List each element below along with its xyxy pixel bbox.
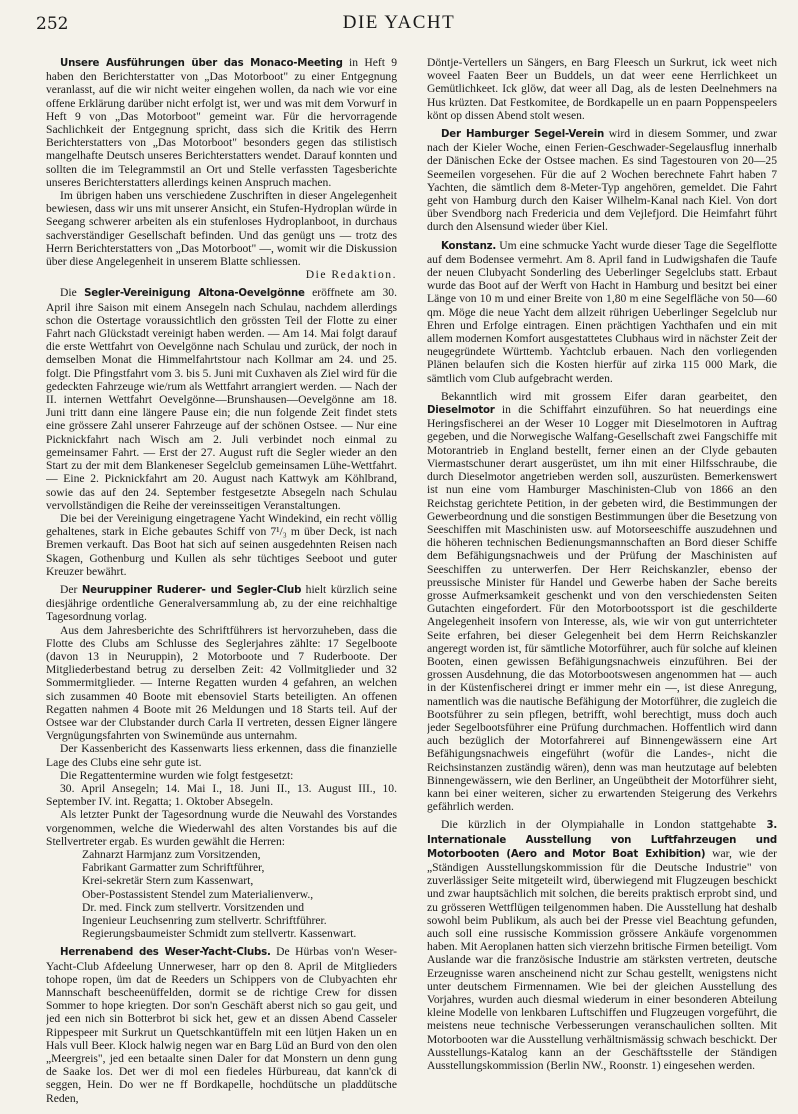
paragraph: Der Kassenbericht des Kassenwarts liess erkennen, dass die finanzielle Lage des Clubs eine sehr gute ist. xyxy=(46,742,397,769)
article-neuruppin xyxy=(46,583,397,624)
article-konstanz xyxy=(427,239,777,385)
article-weser-yacht-club xyxy=(46,945,397,1104)
article-london-exhibition xyxy=(427,818,777,1072)
article-hamburger-segel-verein xyxy=(427,127,777,234)
list-item: Krei-sekretär Stern zum Kassenwart, xyxy=(82,874,254,888)
article-prefix: Der xyxy=(60,582,82,596)
article-heading: 3. Internationale Ausstellung von Luftfahrzeugen und Motorbooten (Aero and Motor Boat Exhibition) xyxy=(427,820,777,860)
page-number: 252 xyxy=(36,14,69,34)
article-monaco-meeting xyxy=(46,56,397,189)
running-title: DIE YACHT xyxy=(342,12,456,33)
article-dieselmotor xyxy=(427,390,777,814)
article-prefix: Die kürzlich in der Olympiahalle in London stattgehabte xyxy=(441,818,767,832)
article-body: eröffnete am 30. April ihre Saison mit einem Ansegeln nach Schulau, nachdem allerdings schon die Ostertage voraussichtlich den grössten Teil der Flotte zu einer Fahrt nach Glückstadt vereinigt haben werden. — Am 14. Mai folgt darauf die erste Wettfahrt von Oevelgönne nach Schulau und zurück, der noch in demselben Monat die Himmelfahrtstour nach Kollmar am 24. und 25. folgt. Die Pfingstfahrt vom 3. bis 5. Juni mit Cuxhaven als Ziel wird für die gedeckten Fahrzeuge wie/rum als Wettfahrt arrangiert werden. — Nach der II. internen Wettfahrt Oevelgönne—Brunshausen—Oevelgönne am 18. Juni tritt dann eine längere Pause ein; die nun folgende Zeit findet stets eine grössere Zahl unserer Fahrzeuge auf der schönen Ostsee. — Nur eine Picknickfahrt nach Wisch am 2. Juli verbindet noch einmal zu gemeinsamer Fahrt. — Erst der 27. August ruft die Segler wieder an den Start zu der mit dem Blankeneser Segelclub gemeinsamen Lühe-Wettfahrt. — Eine 2. Picknickfahrt am 20. August nach Kattwyk am Köhlbrand, sowie das auf den 24. September festgesetzte Absegeln nach Schulau vervollständigen die Reihe der vereinsseitigen Veranstaltungen. xyxy=(46,286,397,512)
board-list xyxy=(46,848,397,940)
paragraph: Im übrigen haben uns verschiedene Zuschriften in dieser Angelegenheit bewiesen, dass wir uns mit unserer Ansicht, ein Stufen-Hydroplan würde in Seegang schwerer arbeiten als ein stufenloses Hydroplanboot, in durchaus sachverständiger Gesellschaft befinden. Und das genügt uns — trotz des Herrn Berichterstatters von „Das Motorboot" —, womit wir die Diskussion über diese Angelegenheit in unserem Blatte schliessen. xyxy=(46,189,397,269)
article-body: Um eine schmucke Yacht wurde dieser Tage die Segelflotte auf dem Bodensee vermehrt. Am 8. April fand in Ludwigshafen die Taufe der neuen Clubyacht Sonderling des Ueberlinger Segelclubs statt. Erbaut wurde das Boot auf der Werft von Hacht in Hamburg und besitzt bei einer Länge von 10 m und einer Breite von 1,80 m eine Segelfläche von 50—60 qm. Möge die neue Yacht dem allzeit rührigen Ueberlinger Segelclub nur Ehren und Erfolge eintragen. Einen prächtigen Yachthafen und ein mit allem modernen Komfort ausgestattetes Clubhaus wird in nächster Zeit der neugegründete Württemb. Yachtclub erbauen. Nach den vorliegenden Plänen belaufen sich die Kosten hierfür auf zirka 115 000 Mark, die sämtlich vom Club aufgebracht werden. xyxy=(427,238,777,385)
article-body: war, wie der „Ständigen Ausstellungskommission für die Deutsche Industrie" von zuverlässiger Seite mitgeteilt wird, überwiegend mit Flugzeugen beschickt und zwar hauptsächlich mit solchen, die bereits praktisch erprobt sind, und zu grösseren Wettflügen teilgenommen haben. Die Ausstellung hat deshalb sowohl beim Publikum, als auch bei der Presse viel Beachtung gefunden, auch soll eine russische Kommission grössere Ankäufe vorgenommen haben. Mit Aeroplanen hatten sich vierzehn britische Firmen beteiligt. Vom Auslande war die französische Industrie am stärksten vertreten, deutsche Erzeugnisse waren anscheinend nicht zur Schau gestellt, wenigstens nicht unter deutschem Firmennamen. Wie bei der gleichen Ausstellung des Vorjahres, wurden auch diesmal wiederum in einer besonderen Abteilung kleine Modelle von lenkbaren Luftschiffen und Flugzeugen vorgeführt, die meistens neue technische Verbesserungen veranschaulichen sollten. Mit Motorbooten war die Ausstellung verhältnismässig schwach beschickt. Der Ausstellungs-Katalog kann an der Geschäftsstelle der Ständigen Ausstellungskommission (Berlin NW., Roonstr. 1) eingesehen werden. xyxy=(427,846,777,1073)
list-item: Fabrikant Garmatter zum Schriftführer, xyxy=(82,861,265,875)
article-heading: Unsere Ausführungen über das Monaco-Meeting xyxy=(60,58,343,69)
article-prefix: Die xyxy=(60,286,85,300)
right-column xyxy=(427,56,777,1106)
article-body: hielt kürzlich seine diesjährige ordentliche Generalversammlung ab, zu der eine reichhaltige Tagesordnung vorlag. xyxy=(46,582,397,624)
paragraph: Die bei der Vereinigung eingetragene Yacht Windekind, ein recht völlig gehaltenes, stark in Eiche gebautes Schiff von 7¹/₃ m über Deck, ist nach Bremen verkauft. Das Boot hat sich auf seinen ausgedehnten Reisen nach Skagen, Gothenburg und Kullen als sehr tüchtiges Seeboot und guter Kreuzer bewährt. xyxy=(46,511,397,578)
list-item: Ober-Postassistent Stendel zum Materialienverw., xyxy=(82,887,314,901)
article-body: De Hürbas von'n Weser-Yacht-Club Afdeelung Unnerweser, harr op den 8. April de Mitglieders tohope ropen, üm dat de Reeders un Schippers von de Clubyachten ehr Mannschaft bescheenüffelden, dormit se de richtige Crew for dissen Sommer to hope kriegten. Dor son'n Geschäft aberst nich so gau geit, und jed een nich sin Botterbrot bi sick het, gew et an dissen Abend Casseler Rippespeer mit Surkrut un Quetschkantüffeln mit een lütjen Haken un en Hals vull Beer. Klock halwig negen war en Barg Lüd an Burd von den olen „Meergreis", jed een betaalte sinen Daler for dat Monstern un denn gung de Saake los. Det wer di mol een fiedeles Hürbureau, dat kann'ck di seggen, Hein. Do wer ne ff Bordkapelle, hochdütsche un pladdütsche Reden, xyxy=(46,945,397,1105)
article-body: in Heft 9 haben den Berichterstatter von „Das Motorboot" zu einer Entgegnung veranlasst, auf die wir nicht weiter eingehen wollen, da nach wie vor eine offene Erklärung darüber nicht erfolgt ist, wer und was mit dem Vorwurf in Heft 9 von „Das Motorboot" gemeint war. Für die hervorragende Sachlichkeit der Entgegnung spricht, dass sich die Kritik des Herrn Berichterstatters von „Das Motorboot" besonders gegen das stilistisch mangelhafte Deutsch unseres Berichterstatters wendet. Darauf konnten und sollten die im Telegrammstil an Ort und Stelle verfassten Tagesberichte unseres Berichterstatters allerdings keinen Anspruch machen. xyxy=(46,56,397,189)
paragraph: Döntje-Vertellers un Sängers, en Barg Fleesch un Surkrut, ick weet nich woveel Faaten Beer un Buddels, un dat weer eene Herrlichkeet un Gemütlichkeet. Ick glöw, dat weer all Dag, als de lesten Deelnehmers na Hus krüzten. Dat Festkomitee, de Bordkapelle un en paarn Poppenspeelers könt op dissen Abend stolt wesen. xyxy=(427,56,777,122)
list-item: Regierungsbaumeister Schmidt zum stellvertr. Kassenwart. xyxy=(82,927,357,941)
left-column xyxy=(46,56,397,1106)
article-heading: Segler-Vereinigung Altona-Oevelgönne xyxy=(84,288,305,300)
article-body: in die Schiffahrt einzuführen. So hat neuerdings eine Heringsfischerei an der Weser 10 Logger mit Dieselmotoren in Auftrag gegeben, und die Norwegische Walfang-Gesellschaft zwei Fangschiffe mit Motorantrieb in England bestellt, ferner einen an der Clyde gebauten Viermastschuner derart ausgerüstet, um ihn mit einer Hilfsschraube, die durch Dieselmotor angetrieben werden soll, auszurüsten. Bemerkenswert ist nun eine vom Hamburger Maschinisten-Club von 1866 an den Reichstag gerichtete Petition, in der gebeten wird, die Bestimmungen der Gewerbeordnung und die sonstigen Bestimmungen über die Besetzung von Seeschiffen mit Maschinisten usw. auf Motorseeschiffe auszudehnen und die höheren technischen Bedienungsmannschaften an Bord dieser Schiffe dem Befähigungsnachweis und der Prüfung der Maschinisten auf Seeschiffen zu unterwerfen. Der Herr Reichskanzler, ebenso der preussische Minister für Handel und Gewerbe haben der Sache bereits grosse Aufmerksamkeit geschenkt und von den verschiedensten Seiten Gutachten eingefordert. Für den Motorbootssport ist die geschilderte Angelegenheit insofern von Interesse, als, wie wir von gut unterrichteter Seite erfahren, bei dieser Gelegenheit bei dem Herrn Reichskanzler angeregt worden ist, für sämtliche Motorführer, auch für solche auf kleinen Booten, einen gewissen Befähigungsnachweis einzuführen. Bei der grossen Ausdehnung, die das Motorbootswesen angenommen hat — auch in der Küstenfischerei dringt er immer mehr ein —, ist diese Anregung, namentlich was die nautische Befähigung der Motorführer, die zugleich die Bootsführer zu sein pflegen, betrifft, wohl berechtigt, muss doch auch jeder Segelbootsführer eine Prüfung durchmachen. Hoffentlich wird dann auch bezüglich der Motorfahrerei auf Binnengewässern eine Art Befähigungsnachweis eingeführt (wofür die Landes-, nicht die Reichsinstanzen zuständig wären), denn was man heutzutage auf belebten Binnengewässern, wie den Berliner, an Ungeübtheit der Motorführer sieht, kann bei einer weiteren, sicher zu erwartenden Steigerung des Verkehrs gefährlich werden. xyxy=(427,403,777,814)
list-item: Dr. med. Finck zum stellvertr. Vorsitzenden und xyxy=(82,900,305,914)
article-heading: Herrenabend des Weser-Yacht-Clubs. xyxy=(60,947,271,959)
article-altona-oevelgoenne xyxy=(46,286,397,511)
list-item: Ingenieur Leuchsenring zum stellvertr. Schriftführer. xyxy=(82,914,327,927)
list-item: Zahnarzt Harmjanz zum Vorsitzenden, xyxy=(82,847,261,861)
paragraph: Als letzter Punkt der Tagesordnung wurde die Neuwahl des Vorstandes vorgenommen, welche die Wiederwahl des alten Vorstandes bis auf die Stellvertreter ergab. Es wurden gewählt die Herren: xyxy=(46,808,397,848)
article-heading: Dieselmotor xyxy=(427,405,495,417)
page-header xyxy=(36,10,762,38)
article-heading: Der Hamburger Segel-Verein xyxy=(441,129,605,141)
paragraph: Die Regattentermine wurden wie folgt festgesetzt: xyxy=(60,768,294,782)
paragraph: 30. April Ansegeln; 14. Mai I., 18. Juni II., 13. August III., 10. September IV. int. Regatta; 1. Oktober Absegeln. xyxy=(46,781,397,809)
article-prefix: Bekanntlich wird mit grossem Eifer daran gearbeitet, den xyxy=(441,389,777,403)
editor-signature: Die Redaktion. xyxy=(305,268,397,282)
article-heading: Konstanz. xyxy=(441,240,497,252)
article-heading: Neuruppiner Ruderer- und Segler-Club xyxy=(81,584,302,596)
article-body: wird in diesem Sommer, und zwar nach der Kieler Woche, einen Ferien-Geschwader-Segelausflug innerhalb der Dänischen Ecke der Ostsee machen. Es sind Tagestouren von 20—25 Seemeilen vorgesehen. Für die auf 2 Wochen berechnete Fahrt haben 7 Yachten, die sämtlich dem 8-Meter-Typ angehören, gemeldet. Die Fahrt geht von Hamburg durch den Kaiser Wilhelm-Kanal nach Kiel. Von dort über Svendborg nach Fredericia und dem Vejlefjord. Die Heimfahrt führt durch den Alsensund wieder über Kiel. xyxy=(427,127,777,234)
paragraph: Aus dem Jahresberichte des Schriftführers ist hervorzuheben, dass die Flotte des Clubs am Schlusse des Seglerjahres zählte: 17 Segelboote (davon 13 in Neuruppin), 2 Motorboote und 7 Ruderboote. Der Mitgliederbestand betrug zu derselben Zeit: 42 Vollmitglieder und 32 Sommermitglieder. — Interne Regatten wurden 4 gefahren, an welchen sich zusammen 40 Boote mit ebensoviel Starts beteiligten. An offenen Regatten nahmen 4 Boote mit 26 Meldungen und 18 Starts teil. Auf der Ostsee war der Clubstander durch Carla II vertreten, dessen Eigner längere Vergnügungsfahrten von Swinemünde aus unternahm. xyxy=(46,623,397,743)
